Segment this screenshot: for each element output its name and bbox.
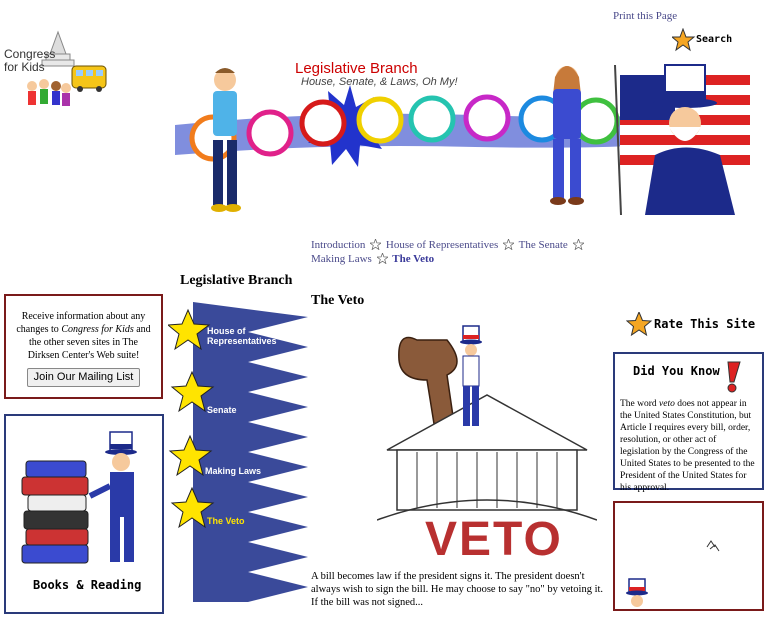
mail-text-site-name: Congress for Kids: [61, 324, 134, 335]
logo-line-1: Congress: [4, 47, 56, 61]
logo-text: [4, 48, 55, 74]
breadcrumb-introduction[interactable]: Introduction: [311, 239, 366, 251]
exclamation-mark-icon: [718, 360, 746, 394]
dyk-text-2: does not appear in the United States Constitution, but Article I requires every bill, order, resolution, or other act of legislation by the Congress of the United States to be presented to the President of the United States for his approval.: [620, 399, 755, 493]
search-link[interactable]: Search: [696, 34, 733, 45]
nav-senate-link[interactable]: Senate: [207, 405, 237, 415]
breadcrumb-senate[interactable]: The Senate: [518, 239, 568, 251]
breadcrumb-making-laws[interactable]: Making Laws: [311, 253, 372, 265]
join-mailing-list-button[interactable]: Join Our Mailing List: [27, 368, 141, 387]
star-separator-icon: [377, 253, 388, 264]
nav-house-link[interactable]: House of Representatives: [207, 326, 277, 346]
mailing-list-box: [4, 294, 163, 399]
veto-word: VETO: [425, 513, 563, 560]
mail-text-1: Receive information about any changes to: [16, 311, 146, 335]
banner-subtitle: House, Senate, & Laws, Oh My!: [301, 76, 458, 88]
legislative-nav-ribbon: [168, 302, 308, 602]
legislative-branch-banner: [175, 55, 765, 220]
page-title: The Veto: [311, 293, 365, 308]
star-separator-icon: [370, 239, 381, 250]
books-reading-label[interactable]: Books & Reading: [33, 578, 142, 592]
print-page-link[interactable]: Print this Page: [613, 10, 678, 22]
veto-stamp-illustration: [377, 320, 597, 560]
uncle-sam-feature-illustration: [615, 503, 762, 609]
dyk-text-em: veto: [659, 399, 675, 409]
breadcrumb-current: The Veto: [392, 253, 435, 265]
did-you-know-title: Did You Know: [633, 364, 720, 378]
breadcrumb-house[interactable]: House of Representatives: [385, 239, 499, 251]
mail-text-2: and the other seven sites in The Dirksen Center's Web suite!: [27, 324, 151, 361]
dyk-text-1: The word: [620, 399, 660, 409]
nav-making-laws-link[interactable]: Making Laws: [205, 466, 262, 476]
nav-veto-link[interactable]: The Veto: [207, 516, 245, 526]
breadcrumb: [311, 238, 611, 266]
star-separator-icon: [503, 239, 514, 250]
legislative-nav-title: Legislative Branch: [180, 273, 293, 288]
right-feature-box[interactable]: [613, 501, 764, 611]
veto-body-text: A bill becomes law if the president signs it. The president doesn't always wish to sign the bill. He may choose to say "no" by vetoing it. If the bill was not signed...: [311, 571, 604, 608]
rate-this-site-link[interactable]: Rate This Site: [654, 317, 756, 331]
logo-line-2: for Kids: [4, 60, 45, 74]
banner-title: Legislative Branch: [295, 60, 418, 77]
star-separator-icon: [573, 239, 584, 250]
